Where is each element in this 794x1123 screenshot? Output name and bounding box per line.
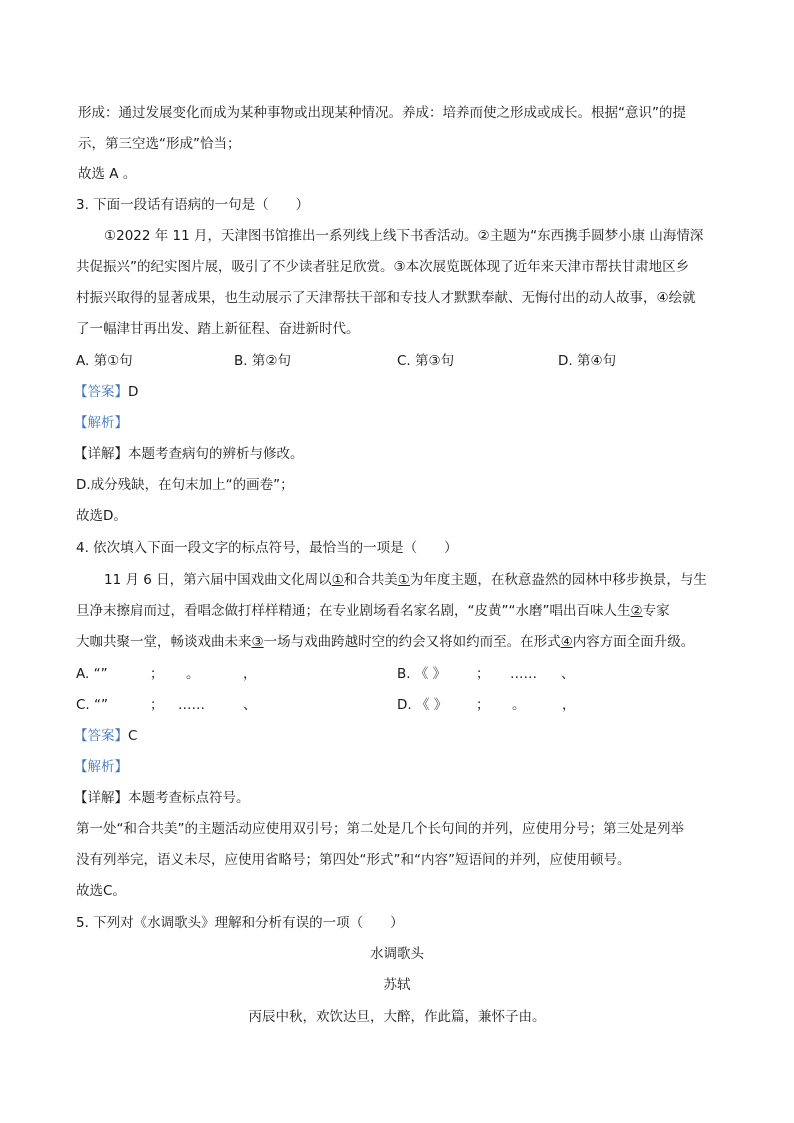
analysis-tag: 【解析】 bbox=[74, 415, 128, 431]
option-b-mark: ； bbox=[476, 666, 490, 682]
detail-tag: 【详解】 bbox=[74, 446, 128, 462]
passage-text: 专家 bbox=[642, 603, 670, 619]
option-a-mark: 。 bbox=[186, 666, 200, 682]
option-b-mark: …… bbox=[510, 666, 537, 682]
passage-line bbox=[76, 632, 694, 652]
blank-marker: ① bbox=[397, 572, 410, 588]
answer-value: D bbox=[128, 384, 139, 400]
option-d-mark: ； bbox=[476, 697, 490, 713]
option-d-mark: ， bbox=[562, 697, 576, 713]
passage-text: 一场与戏曲跨越时空的约会又将如约而至。在形式 bbox=[263, 634, 561, 650]
option-c-mark: ； bbox=[150, 697, 164, 713]
choice-line: 故选C。 bbox=[76, 883, 126, 899]
answer-tag: 【答案】 bbox=[74, 728, 128, 744]
passage-text: 大咖共聚一堂，畅谈戏曲未来 bbox=[76, 634, 252, 650]
blank-marker: ③ bbox=[251, 634, 264, 650]
option-a-label: A. “” bbox=[76, 666, 108, 682]
option-b-mark: 、 bbox=[561, 666, 575, 682]
passage-line bbox=[76, 601, 670, 621]
option-d: D. 第④句 bbox=[558, 353, 617, 369]
choice-line: 故选 A 。 bbox=[78, 166, 137, 182]
paragraph-line: 示，第三空选“形成”恰当； bbox=[78, 136, 241, 152]
passage-line: 共促振兴”的纪实图片展，吸引了不少读者驻足欣赏。③本次展览既体现了近年来天津市帮扶甘肃地区乡 bbox=[76, 259, 690, 275]
option-a-mark: ； bbox=[150, 666, 164, 682]
answer-value: C bbox=[128, 728, 138, 744]
option-d-label: D. 《 》 bbox=[397, 697, 448, 713]
poem-author: 苏轼 bbox=[383, 977, 411, 993]
passage-text: 为年度主题，在秋意盎然的园林中移步换景，与生 bbox=[409, 572, 707, 588]
question-stem: 5. 下列对《水调歌头》理解和分析有误的一项（ ） bbox=[76, 915, 404, 931]
explain-line: D.成分残缺，在句末加上“的画卷”； bbox=[76, 477, 294, 493]
detail-tag: 【详解】 bbox=[74, 790, 128, 806]
passage-line bbox=[104, 570, 707, 590]
option-b-label: B. 《 》 bbox=[397, 666, 447, 682]
option-b: B. 第②句 bbox=[234, 353, 291, 369]
option-c-mark: 、 bbox=[243, 697, 257, 713]
choice-line: 故选D。 bbox=[76, 508, 127, 524]
option-c: C. 第③句 bbox=[397, 353, 455, 369]
explain-line: 没有列举完，语义未尽，应使用省略号；第四处“形式”和“内容”短语间的并列，应使用顿号。 bbox=[76, 852, 631, 868]
option-a-mark: ， bbox=[243, 666, 257, 682]
passage-text: 和合共美 bbox=[343, 572, 398, 588]
answer-tag: 【答案】 bbox=[74, 384, 128, 400]
explain-line: 第一处“和合共美”的主题活动应使用双引号；第二处是几个长句间的并列，应使用分号；第三处是列举 bbox=[76, 821, 684, 837]
option-c-label: C. “” bbox=[76, 697, 108, 713]
question-stem: 3. 下面一段话有语病的一句是（ ） bbox=[76, 197, 310, 213]
analysis-tag: 【解析】 bbox=[74, 759, 128, 775]
passage-line: 村振兴取得的显著成果，也生动展示了天津帮扶干部和专技人才默默奉献、无悔付出的动人故事，④绘就 bbox=[76, 290, 696, 306]
blank-marker: ④ bbox=[560, 634, 573, 650]
passage-line: 了一幅津甘再出发、踏上新征程、奋进新时代。 bbox=[76, 321, 360, 337]
detail-line bbox=[74, 444, 304, 464]
passage-text: 内容方面全面升级。 bbox=[572, 634, 695, 650]
passage-line: ①2022 年 11 月，天津图书馆推出一系列线上线下书香活动。②主题为“东西携手圆梦小康 山海情深 bbox=[104, 228, 704, 244]
blank-marker: ① bbox=[331, 572, 344, 588]
option-d-mark: 。 bbox=[512, 697, 526, 713]
detail-text: 本题考查病句的辨析与修改。 bbox=[128, 446, 304, 462]
blank-marker: ② bbox=[630, 603, 643, 619]
paragraph-line: 形成：通过发展变化而成为某种事物或出现某种情况。养成：培养而使之形成或成长。根据“意识”的提 bbox=[78, 105, 686, 121]
answer-line bbox=[74, 726, 137, 746]
poem-preface: 丙辰中秋，欢饮达旦，大醉，作此篇，兼怀子由。 bbox=[248, 1009, 546, 1025]
passage-text: 旦净末擦肩而过，看唱念做打样样精通；在专业剧场看名家名剧，“皮黄”“水磨”唱出百味人生 bbox=[76, 603, 631, 619]
option-a: A. 第①句 bbox=[76, 353, 133, 369]
option-c-mark: …… bbox=[178, 697, 205, 713]
question-stem: 4. 依次填入下面一段文字的标点符号，最恰当的一项是（ ） bbox=[76, 540, 458, 556]
detail-text: 本题考查标点符号。 bbox=[128, 790, 250, 806]
passage-text: 11 月 6 日，第六届中国戏曲文化周以 bbox=[104, 572, 332, 588]
answer-line bbox=[74, 382, 138, 402]
detail-line bbox=[74, 788, 250, 808]
poem-title: 水调歌头 bbox=[370, 946, 424, 962]
